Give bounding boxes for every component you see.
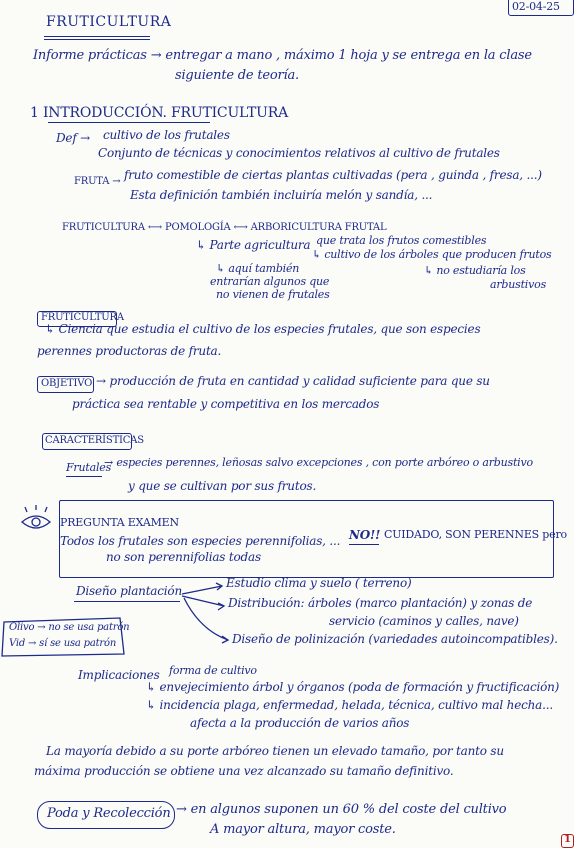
implicaciones-line-2: ↳ incidencia plaga, enfermedad, helada, técnica, cultivo mal hecha... (146, 698, 553, 712)
implicaciones-line-3: afecta a la producción de varios años (190, 716, 410, 730)
def-line-2: Conjunto de técnicas y conocimientos relativos al cultivo de frutales (98, 146, 500, 160)
olivo-note: Olivo → no se usa patrón (9, 622, 130, 633)
fruta-line-2: Esta definición también incluiría melón y sandía, ... (130, 188, 433, 202)
intro-line-2: siguiente de teoría. (175, 68, 299, 83)
vid-note: Vid → sí se usa patrón (9, 638, 117, 649)
pregunta-no: NO!! (349, 528, 381, 542)
date: 02-04-25 (512, 0, 560, 13)
section-1-heading: 1 INTRODUCCIÓN. FRUTICULTURA (30, 105, 288, 121)
objetivo-label: OBJETIVO (41, 378, 93, 389)
no-estudiaria-1: ↳ no estudiaría los (424, 264, 526, 277)
pregunta-warning: CUIDADO, SON PERENNES pero (384, 528, 567, 541)
def-line-1: cultivo de los frutales (103, 128, 230, 142)
trata-2: ↳ cultivo de los árboles que producen frutos (312, 248, 552, 261)
aqui-entrarian: entrarían algunos que (210, 275, 330, 288)
intro-line-1: Informe prácticas → entregar a mano , máximo 1 hoja y se entrega en la clase (33, 48, 532, 63)
poda-line-1: → en algunos suponen un 60 % del coste del cultivo (176, 802, 507, 817)
objetivo-line-1: → producción de fruta en cantidad y calidad suficiente para que su (96, 374, 490, 388)
fruticultura-line-1: ↳ Ciencia que estudia el cultivo de los especies frutales, que son especies (45, 322, 481, 336)
diseno-item-1: Estudio clima y suelo ( terreno) (226, 576, 412, 590)
fruticultura-label: FRUTICULTURA (41, 312, 124, 323)
diseno-item-2a: Distribución: árboles (marco plantación) y zonas de (228, 596, 533, 610)
aqui-no-vienen: no vienen de frutales (216, 288, 330, 301)
poda-line-2: A mayor altura, mayor coste. (210, 822, 396, 837)
fruta-line-1: fruto comestible de ciertas plantas cultivadas (pera , guinda , fresa, ...) (124, 168, 542, 182)
aqui-tambien: ↳ aquí también (216, 262, 300, 275)
implicaciones-label: Implicaciones (78, 668, 160, 682)
frutales-label: Frutales (66, 461, 112, 474)
no-estudiaria-2: arbustivos (490, 278, 547, 291)
fruticultura-line-2: perennes productoras de fruta. (37, 344, 222, 358)
implicaciones-forma: forma de cultivo (169, 664, 257, 677)
caracteristicas-line-2: y que se cultivan por sus frutos. (128, 479, 317, 493)
implicaciones-line-1: ↳ envejecimiento árbol y órganos (poda de formación y fructificación) (146, 680, 560, 694)
diseno-item-3: Diseño de polinización (variedades autoincompatibles). (232, 632, 558, 646)
mayoria-line-1: La mayoría debido a su porte arbóreo tienen un elevado tamaño, por tanto su (46, 744, 504, 758)
objetivo-line-2: práctica sea rentable y competitiva en los mercados (72, 397, 380, 411)
caracteristicas-line-1: → especies perennes, leñosas salvo excepciones , con porte arbóreo o arbustivo (104, 456, 533, 469)
diseno-item-2b: servicio (caminos y calles, nave) (329, 614, 519, 628)
poda-label: Poda y Recolección (47, 806, 171, 821)
def-label: Def → (56, 131, 91, 145)
fruta-label: FRUTA → (74, 176, 121, 187)
mayoria-line-2: máxima producción se obtiene una vez alcanzado su tamaño definitivo. (34, 764, 454, 778)
pregunta-examen-label: PREGUNTA EXAMEN (60, 516, 179, 529)
trata-1: que trata los frutos comestibles (316, 234, 487, 247)
page-number: 1 (564, 834, 571, 845)
pregunta-line-1: Todos los frutales son especies perennifolias, ... (60, 534, 341, 548)
diseno-label: Diseño plantación (76, 584, 182, 598)
page-title: FRUTICULTURA (46, 14, 172, 30)
parte-agricultura: ↳ Parte agricultura (196, 238, 311, 252)
relation-line: FRUTICULTURA ⟷ POMOLOGÍA ⟷ ARBORICULTURA FRUTAL (62, 222, 387, 233)
pregunta-line-2: no son perennifolias todas (106, 550, 261, 564)
caracteristicas-label: CARACTERÍSTICAS (45, 435, 144, 446)
